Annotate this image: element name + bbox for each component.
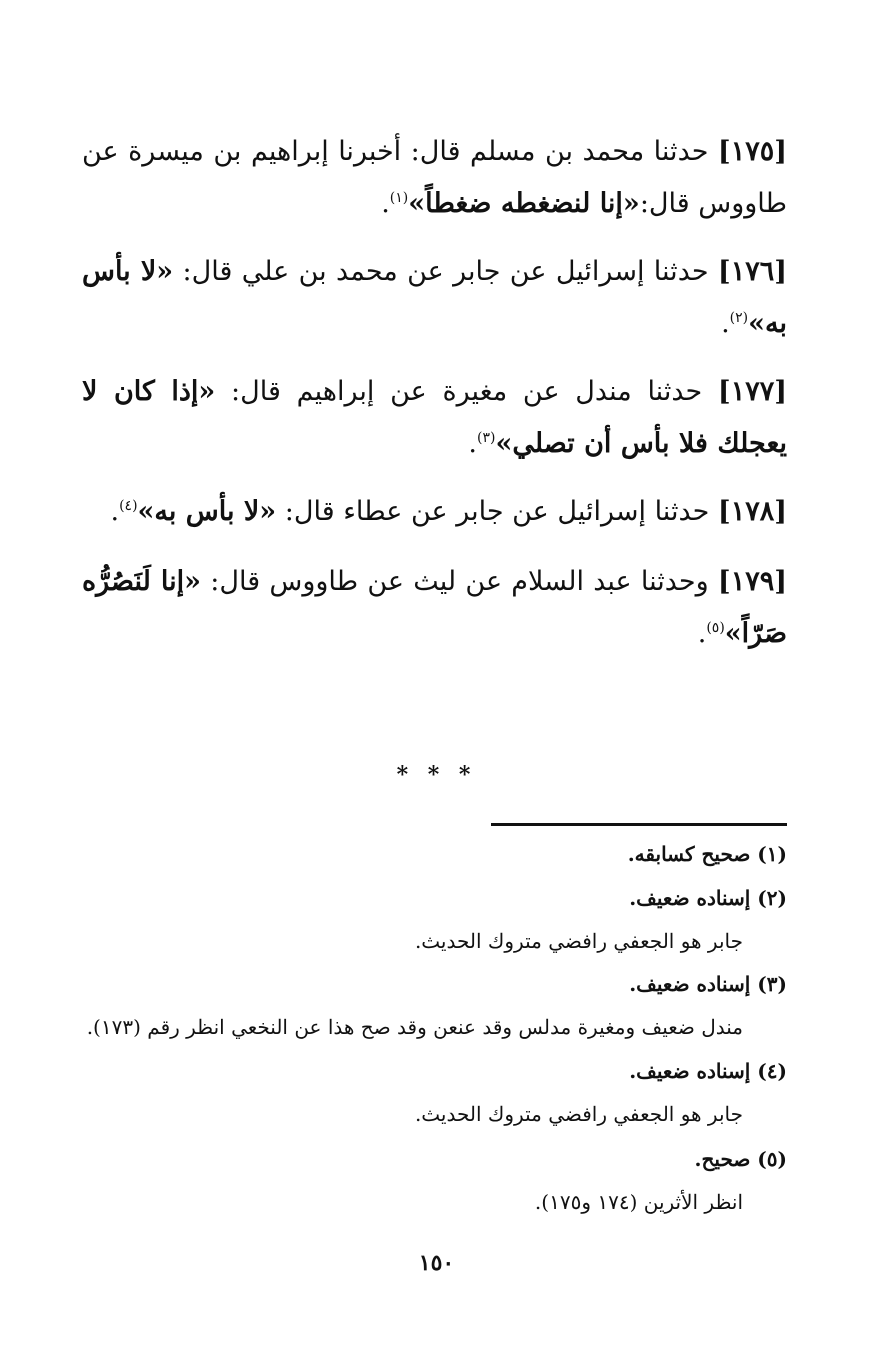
narration-number: [١٧٧] <box>717 376 787 407</box>
narration-179 <box>82 556 787 660</box>
footnote-1-head: (١) صحيح كسابقه. <box>627 842 787 866</box>
narration-quote: «إنا لنضغطه ضغطاً» <box>408 188 640 219</box>
narration-end: . <box>697 618 707 649</box>
narration-quote: «لا بأس به» <box>82 256 787 339</box>
narration-177 <box>82 366 787 470</box>
footnote-3-body: مندل ضعيف ومغيرة مدلس وقد عنعن وقد صح هذا عن النخعي انظر رقم (١٧٣). <box>86 1015 743 1039</box>
footnote-4-head: (٤) إسناده ضعيف. <box>629 1059 787 1083</box>
narration-quote: «إنا لَنَصُرُّه صَرّاً» <box>82 566 787 649</box>
section-separator: * * * <box>396 762 477 788</box>
narration-text: وحدثنا عبد السلام عن ليث عن طاووس قال: <box>201 566 718 597</box>
narration-number: [١٧٦] <box>717 256 787 287</box>
narration-text: حدثنا محمد بن مسلم قال: أخبرنا إبراهيم بن ميسرة عن طاووس قال: <box>82 136 787 219</box>
narration-end: . <box>468 428 477 459</box>
narration-176 <box>82 246 787 350</box>
footnote-5-body: انظر الأثرين (١٧٤ و١٧٥). <box>534 1190 743 1214</box>
narration-number: [١٧٩] <box>717 566 787 597</box>
narration-number: [١٧٨] <box>717 496 787 527</box>
narration-number: [١٧٥] <box>717 136 787 167</box>
footnote-ref: (٣) <box>476 430 496 446</box>
narration-text: حدثنا مندل عن مغيرة عن إبراهيم قال: <box>215 376 718 407</box>
footnote-ref: (١) <box>389 190 409 206</box>
footnote-2-head: (٢) إسناده ضعيف. <box>629 886 787 910</box>
narration-end: . <box>721 308 730 339</box>
narration-text: حدثنا إسرائيل عن جابر عن محمد بن علي قال: <box>173 256 718 287</box>
narration-end: . <box>381 188 390 219</box>
footnote-ref: (٢) <box>729 310 749 326</box>
footnote-5-head: (٥) صحيح. <box>694 1147 787 1171</box>
footnote-2-body: جابر هو الجعفي رافضي متروك الحديث. <box>414 929 743 953</box>
footnote-3-head: (٣) إسناده ضعيف. <box>629 972 787 996</box>
footnote-4-body: جابر هو الجعفي رافضي متروك الحديث. <box>414 1102 743 1126</box>
footnote-ref: (٤) <box>119 498 138 514</box>
narration-text: حدثنا إسرائيل عن جابر عن عطاء قال: <box>276 496 718 527</box>
narration-175 <box>82 126 787 230</box>
footnote-ref: (٥) <box>706 620 725 636</box>
narration-quote: «إذا كان لا يعجلك فلا بأس أن تصلي» <box>82 376 787 459</box>
narration-end: . <box>110 496 120 527</box>
footnote-rule <box>491 823 787 826</box>
narration-178 <box>82 486 787 538</box>
narration-quote: «لا بأس به» <box>137 496 277 527</box>
page-number: ١٥٠ <box>418 1250 455 1276</box>
